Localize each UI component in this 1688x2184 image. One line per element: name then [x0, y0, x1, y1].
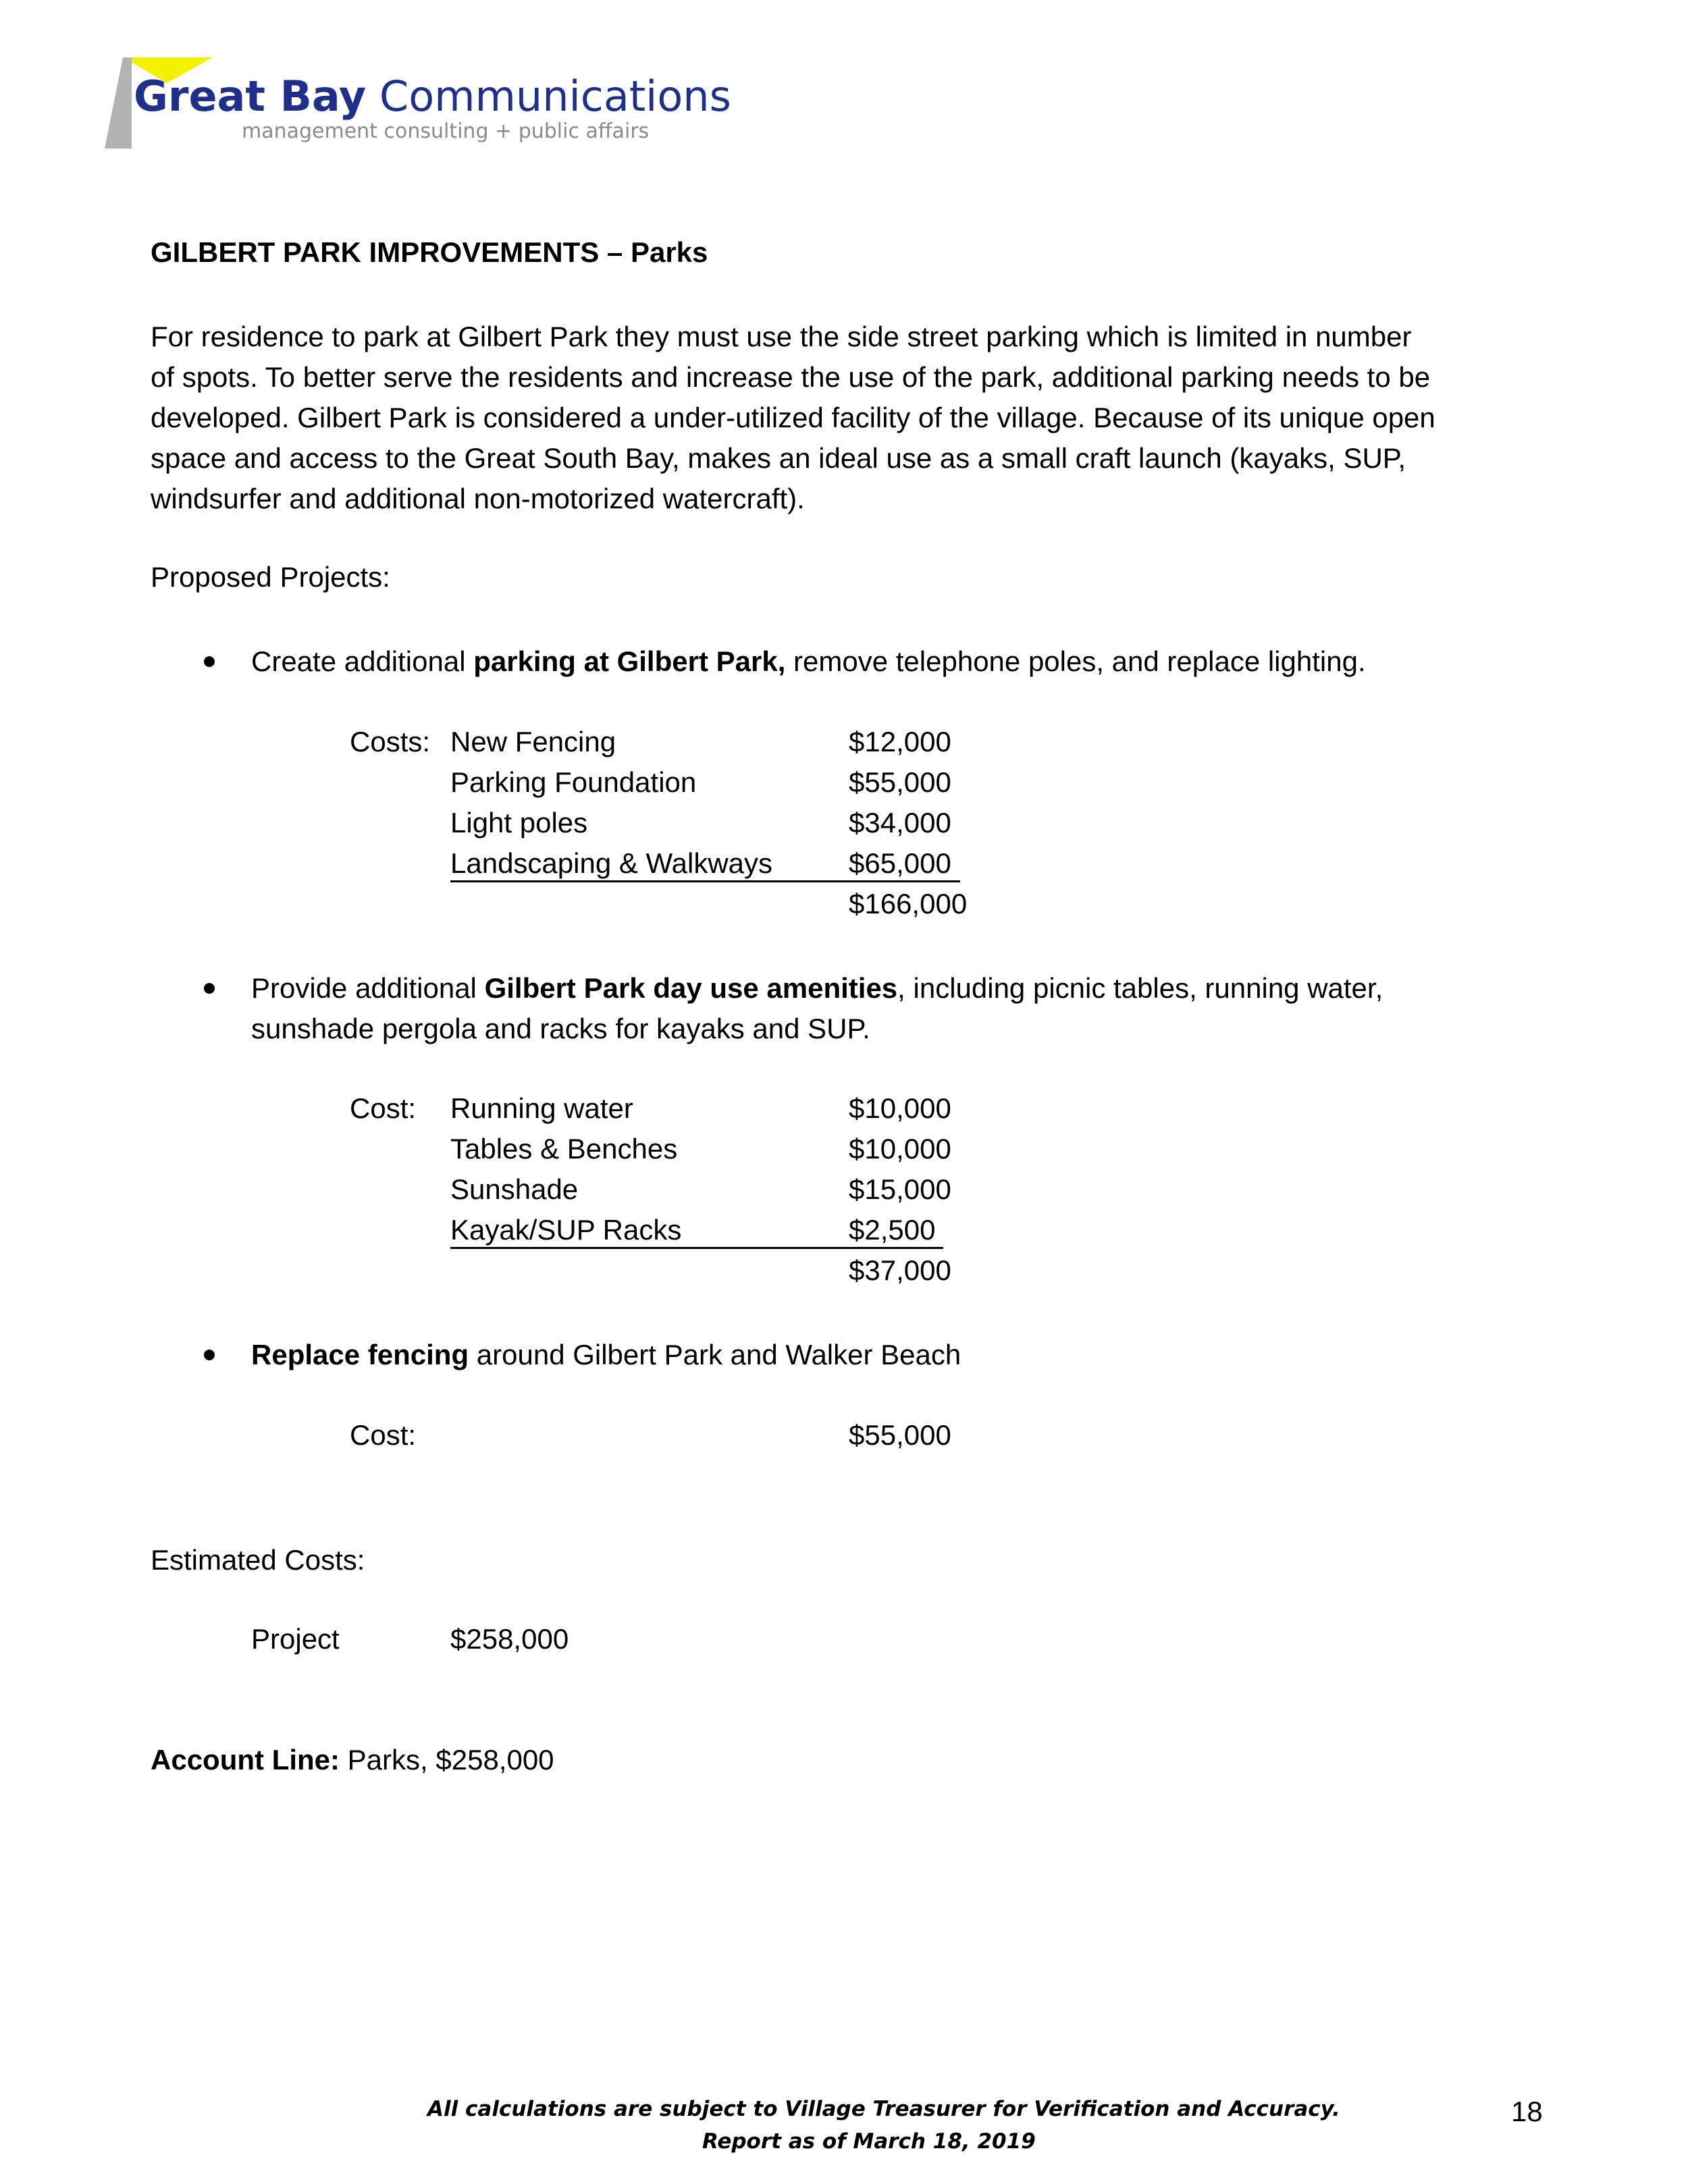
project-1-cost-label: Costs:: [350, 726, 431, 757]
logo-word-1: Great Bay: [134, 72, 367, 121]
project-total-label: Project: [251, 1623, 340, 1655]
bullet-icon: [204, 983, 215, 994]
cost-item-name: Kayak/SUP Racks: [450, 1214, 682, 1246]
intro-line: developed. Gilbert Park is considered a under-utilized facility of the village. Because of its unique open: [151, 402, 1435, 433]
cost-item-amount: $2,500: [849, 1214, 936, 1246]
cost-item-amount: $10,000: [849, 1133, 951, 1165]
project-1-bold: parking at Gilbert Park,: [473, 645, 786, 677]
account-line: [151, 1740, 554, 1780]
intro-line: For residence to park at Gilbert Park they must use the side street parking which is limited in number: [151, 321, 1412, 352]
cost-item-amount: $10,000: [849, 1092, 951, 1124]
project-3-description: [251, 1335, 961, 1375]
project-2-post: , including picnic tables, running water,: [897, 972, 1383, 1004]
bullet-icon: [204, 656, 215, 667]
project-3-post: around Gilbert Park and Walker Beach: [469, 1339, 961, 1370]
intro-line: space and access to the Great South Bay, makes an ideal use as a small craft launch (kayaks, SUP,: [151, 442, 1406, 474]
project-2-pre: Provide additional: [251, 972, 485, 1004]
proposed-projects-label: Proposed Projects:: [151, 561, 390, 593]
project-2-description-line2: sunshade pergola and racks for kayaks and SUP.: [251, 1013, 870, 1044]
project-2-total: $37,000: [849, 1254, 951, 1286]
project-2-bold: Gilbert Park day use amenities: [484, 972, 898, 1004]
title-main: GILBERT PARK IMPROVEMENTS: [151, 236, 600, 268]
subtotal-underline: [450, 1247, 943, 1249]
footer-report-date: Report as of March 18, 2019: [702, 2129, 1036, 2154]
cost-item-amount: $34,000: [849, 807, 951, 838]
page-number: 18: [1511, 2096, 1543, 2127]
title-separator: –: [606, 236, 623, 268]
logo-tagline: management consulting + public affairs: [242, 119, 650, 143]
cost-item-amount: $65,000: [849, 847, 951, 879]
cost-item-amount: $15,000: [849, 1173, 951, 1205]
project-1-pre: Create additional: [251, 645, 474, 677]
cost-item-name: New Fencing: [450, 726, 616, 757]
project-1-total: $166,000: [849, 888, 968, 920]
subtotal-underline: [450, 880, 960, 882]
cost-item-name: Parking Foundation: [450, 766, 697, 798]
project-3-bold: Replace fencing: [251, 1339, 469, 1370]
company-logo-text: [134, 72, 731, 121]
intro-line: windsurfer and additional non-motorized watercraft).: [151, 483, 805, 514]
cost-item-name: Running water: [450, 1092, 633, 1124]
cost-item-name: Light poles: [450, 807, 588, 838]
estimated-costs-label: Estimated Costs:: [151, 1544, 365, 1576]
page-title: [151, 236, 708, 269]
account-line-value: Parks, $258,000: [340, 1744, 554, 1776]
footer-disclaimer: All calculations are subject to Village Treasurer for Verification and Accuracy.: [427, 2097, 1340, 2121]
cost-item-name: Sunshade: [450, 1173, 579, 1205]
cost-item-name: Tables & Benches: [450, 1133, 678, 1165]
project-3-amount: $55,000: [849, 1419, 951, 1451]
account-line-label: Account Line:: [151, 1744, 340, 1776]
cost-item-name: Landscaping & Walkways: [450, 847, 773, 879]
project-2-cost-label: Cost:: [350, 1092, 417, 1124]
project-3-cost-label: Cost:: [350, 1419, 417, 1451]
intro-line: of spots. To better serve the residents and increase the use of the park, additional parking needs to be: [151, 361, 1431, 393]
intro-paragraph: [151, 317, 1541, 519]
title-category: Parks: [630, 236, 708, 268]
project-1-post: remove telephone poles, and replace lighting.: [785, 645, 1366, 677]
project-total-amount: $258,000: [450, 1623, 569, 1655]
project-2-description: [251, 968, 1383, 1009]
project-1-description: [251, 641, 1366, 682]
logo-word-2: Communications: [379, 72, 731, 121]
bullet-icon: [204, 1350, 215, 1360]
cost-item-amount: $12,000: [849, 726, 951, 757]
cost-item-amount: $55,000: [849, 766, 951, 798]
